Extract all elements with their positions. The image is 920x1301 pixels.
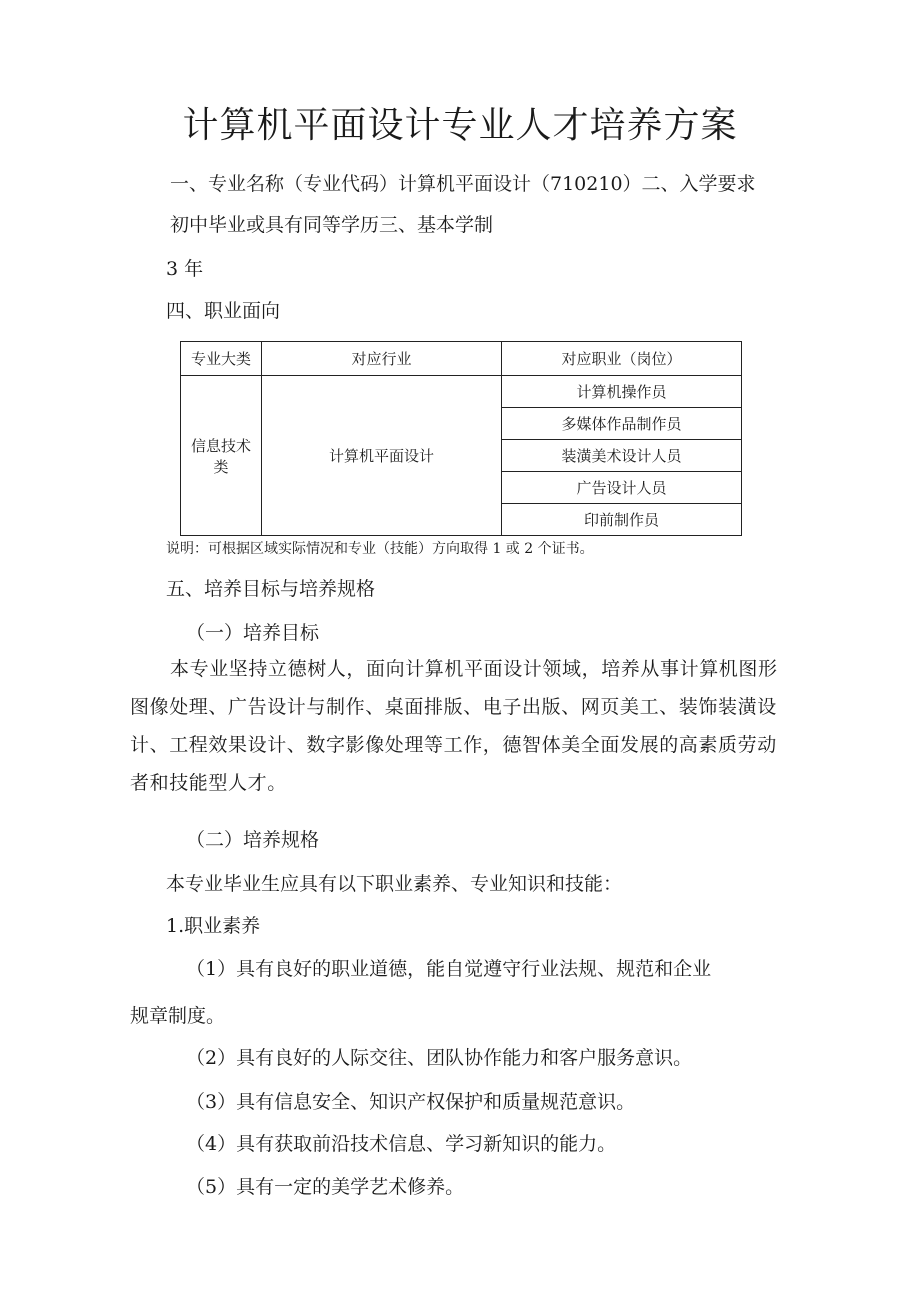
table-header-cell: 专业大类 — [181, 342, 262, 376]
table-note: 说明：可根据区域实际情况和专业（技能）方向取得 1 或 2 个证书。 — [166, 541, 594, 557]
table-cell-category — [181, 376, 262, 536]
goal-line: 者和技能型人才。 — [130, 772, 287, 794]
table-header-cell: 对应行业 — [262, 342, 502, 376]
table-cell-job: 广告设计人员 — [502, 472, 742, 504]
quality-item-3: （3）具有信息安全、知识产权保护和质量规范意识。 — [186, 1091, 636, 1113]
category-text-line: 信息技术 — [190, 436, 251, 455]
subheading-training-spec: （二）培养规格 — [186, 829, 320, 851]
occupation-table — [180, 341, 742, 536]
quality-item-2: （2）具有良好的人际交往、团队协作能力和客户服务意识。 — [186, 1047, 693, 1069]
category-text-line: 类 — [213, 457, 229, 476]
quality-item-1: （1）具有良好的职业道德，能自觉遵守行业法规、规范和企业 — [186, 958, 712, 980]
goal-paragraph — [130, 650, 778, 802]
goal-line: 计、工程效果设计、数字影像处理等工作，德智体美全面发展的高素质劳动 — [130, 734, 777, 756]
spec-intro: 本专业毕业生应具有以下职业素养、专业知识和技能： — [166, 873, 623, 895]
subheading-training-goal: （一）培养目标 — [186, 622, 320, 644]
page-title: 计算机平面设计专业人才培养方案 — [182, 105, 738, 146]
quality-item-5: （5）具有一定的美学艺术修养。 — [186, 1176, 465, 1198]
table-cell-industry: 计算机平面设计 — [262, 376, 502, 536]
table-header-cell: 对应职业（岗位） — [502, 342, 742, 376]
goal-line: 图像处理、广告设计与制作、桌面排版、电子出版、网页美工、装饰装潢设 — [130, 696, 777, 718]
item-professional-quality: 1.职业素养 — [166, 915, 261, 937]
table-row — [181, 376, 742, 408]
section-heading-goals: 五、培养目标与培养规格 — [166, 578, 376, 600]
table-cell-job: 印前制作员 — [502, 504, 742, 536]
quality-item-1-continued: 规章制度。 — [130, 1005, 226, 1027]
line-duration: 3 年 — [166, 258, 204, 280]
table-cell-job: 多媒体作品制作员 — [502, 408, 742, 440]
quality-item-4: （4）具有获取前沿技术信息、学习新知识的能力。 — [186, 1133, 617, 1155]
table-cell-job: 装潢美术设计人员 — [502, 440, 742, 472]
section-heading-occupation: 四、职业面向 — [166, 300, 281, 322]
table-cell-job: 计算机操作员 — [502, 376, 742, 408]
line-entry-requirement: 初中毕业或具有同等学历三、基本学制 — [170, 214, 494, 236]
line-major-name: 一、专业名称（专业代码）计算机平面设计（710210）二、入学要求 — [170, 173, 756, 195]
table-header-row — [181, 342, 742, 376]
goal-line: 本专业坚持立德树人，面向计算机平面设计领域，培养从事计算机图形 — [170, 658, 778, 680]
